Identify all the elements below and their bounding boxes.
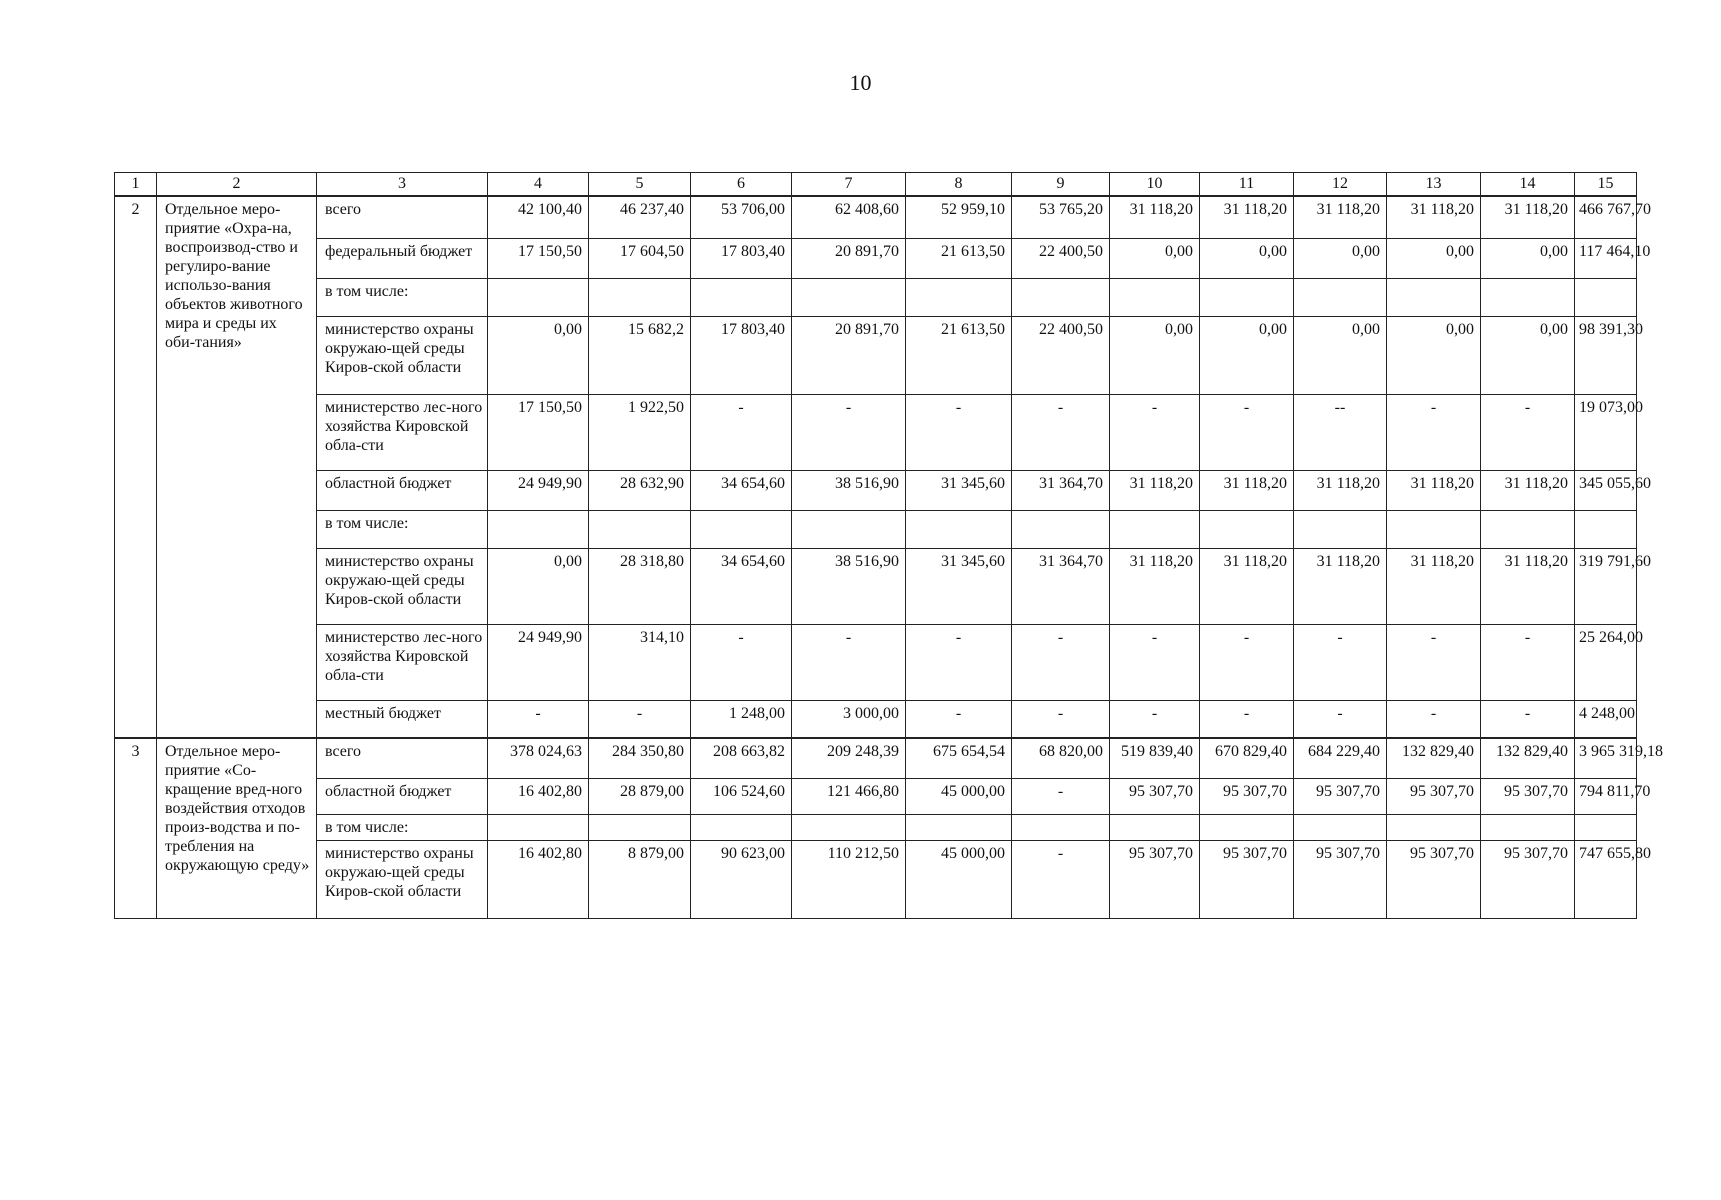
value-cell: - [906, 700, 1012, 738]
value-cell: - [792, 394, 906, 470]
column-number: 8 [906, 173, 1012, 197]
value-cell: 21 613,50 [906, 316, 1012, 394]
value-cell: 68 820,00 [1012, 738, 1110, 778]
total-cell: 319 791,60 [1575, 548, 1637, 624]
funding-source: в том числе: [317, 814, 488, 840]
value-cell: 53 765,20 [1012, 196, 1110, 238]
table-row [115, 624, 1637, 700]
value-cell: 0,00 [488, 548, 589, 624]
value-cell: - [1012, 778, 1110, 814]
value-cell: 95 307,70 [1294, 840, 1387, 918]
column-number: 13 [1387, 173, 1481, 197]
funding-source: министерство охраны окружаю-щей среды Киров-ской области [317, 548, 488, 624]
funding-source: всего [317, 738, 488, 778]
funding-source: областной бюджет [317, 778, 488, 814]
value-cell: 1 922,50 [589, 394, 691, 470]
value-cell [1200, 510, 1294, 548]
table-row [115, 510, 1637, 548]
funding-source: министерство охраны окружаю-щей среды Киров-ской области [317, 840, 488, 918]
value-cell: 46 237,40 [589, 196, 691, 238]
value-cell: 8 879,00 [589, 840, 691, 918]
value-cell [906, 510, 1012, 548]
funding-source: в том числе: [317, 278, 488, 316]
value-cell: - [1481, 394, 1575, 470]
value-cell [691, 814, 792, 840]
value-cell: 31 118,20 [1200, 470, 1294, 510]
total-cell: 3 965 319,18 [1575, 738, 1637, 778]
table-row [115, 196, 1637, 238]
value-cell [589, 278, 691, 316]
funding-source: областной бюджет [317, 470, 488, 510]
value-cell: 132 829,40 [1387, 738, 1481, 778]
value-cell: - [906, 394, 1012, 470]
value-cell [1387, 814, 1481, 840]
value-cell: 17 150,50 [488, 394, 589, 470]
value-cell: 1 248,00 [691, 700, 792, 738]
value-cell: 31 118,20 [1481, 548, 1575, 624]
value-cell: 22 400,50 [1012, 316, 1110, 394]
funding-source: всего [317, 196, 488, 238]
value-cell [1294, 814, 1387, 840]
column-number: 1 [115, 173, 157, 197]
column-number: 14 [1481, 173, 1575, 197]
table-row [115, 278, 1637, 316]
value-cell: 31 118,20 [1200, 196, 1294, 238]
value-cell: - [488, 700, 589, 738]
value-cell: - [1012, 394, 1110, 470]
value-cell [1387, 510, 1481, 548]
value-cell: 17 803,40 [691, 316, 792, 394]
value-cell [1294, 278, 1387, 316]
value-cell: 20 891,70 [792, 238, 906, 278]
value-cell: 31 118,20 [1294, 196, 1387, 238]
funding-source: федеральный бюджет [317, 238, 488, 278]
value-cell: 209 248,39 [792, 738, 906, 778]
table-row [115, 316, 1637, 394]
value-cell: 684 229,40 [1294, 738, 1387, 778]
total-cell: 4 248,00 [1575, 700, 1637, 738]
value-cell: 0,00 [1294, 238, 1387, 278]
value-cell: 314,10 [589, 624, 691, 700]
value-cell: 378 024,63 [488, 738, 589, 778]
value-cell: 31 118,20 [1200, 548, 1294, 624]
value-cell: 0,00 [1200, 316, 1294, 394]
value-cell: - [1481, 624, 1575, 700]
total-cell: 117 464,10 [1575, 238, 1637, 278]
value-cell: 31 345,60 [906, 548, 1012, 624]
total-cell: 19 073,00 [1575, 394, 1637, 470]
value-cell: 95 307,70 [1387, 778, 1481, 814]
value-cell [1012, 278, 1110, 316]
value-cell: 121 466,80 [792, 778, 906, 814]
value-cell: - [1294, 624, 1387, 700]
total-cell: 98 391,30 [1575, 316, 1637, 394]
value-cell: 21 613,50 [906, 238, 1012, 278]
column-number: 9 [1012, 173, 1110, 197]
value-cell: 90 623,00 [691, 840, 792, 918]
page-number: 10 [849, 70, 872, 95]
value-cell: 31 118,20 [1110, 196, 1200, 238]
value-cell: - [691, 394, 792, 470]
value-cell: 31 364,70 [1012, 470, 1110, 510]
value-cell: - [589, 700, 691, 738]
value-cell [1200, 278, 1294, 316]
value-cell [691, 510, 792, 548]
value-cell [1012, 814, 1110, 840]
value-cell: 38 516,90 [792, 548, 906, 624]
value-cell: 31 118,20 [1110, 470, 1200, 510]
value-cell: 42 100,40 [488, 196, 589, 238]
total-cell [1575, 278, 1637, 316]
value-cell: - [1110, 394, 1200, 470]
measure-name: Отдельное меро-приятие «Охра-на, воспроизвод-ство и регулиро-вание использо-вания объектов животного мира и среды их оби-тания» [157, 196, 317, 738]
column-number: 7 [792, 173, 906, 197]
column-number: 5 [589, 173, 691, 197]
value-cell: - [1387, 394, 1481, 470]
value-cell: 0,00 [1110, 238, 1200, 278]
value-cell: 53 706,00 [691, 196, 792, 238]
value-cell: - [1200, 394, 1294, 470]
value-cell: 31 118,20 [1387, 470, 1481, 510]
value-cell: 0,00 [1200, 238, 1294, 278]
value-cell: 95 307,70 [1387, 840, 1481, 918]
funding-source: министерство охраны окружаю-щей среды Киров-ской области [317, 316, 488, 394]
column-number: 2 [157, 173, 317, 197]
value-cell: 31 118,20 [1294, 548, 1387, 624]
total-cell: 747 655,80 [1575, 840, 1637, 918]
column-number: 10 [1110, 173, 1200, 197]
column-number: 4 [488, 173, 589, 197]
column-number: 11 [1200, 173, 1294, 197]
table-row [115, 238, 1637, 278]
value-cell: 31 345,60 [906, 470, 1012, 510]
table-row [115, 738, 1637, 778]
value-cell: 0,00 [1481, 316, 1575, 394]
value-cell: - [1387, 700, 1481, 738]
value-cell [1200, 814, 1294, 840]
value-cell: 17 150,50 [488, 238, 589, 278]
value-cell: 675 654,54 [906, 738, 1012, 778]
value-cell: - [1200, 624, 1294, 700]
measure-number: 2 [115, 196, 157, 738]
value-cell: - [1200, 700, 1294, 738]
value-cell: - [1110, 624, 1200, 700]
value-cell: 17 803,40 [691, 238, 792, 278]
value-cell: 16 402,80 [488, 840, 589, 918]
value-cell [906, 814, 1012, 840]
column-number: 15 [1575, 173, 1637, 197]
value-cell [1481, 814, 1575, 840]
measure-name: Отдельное меро-приятие «Со-кращение вред-ного воздействия отходов произ-водства и по-требления на окружающую среду» [157, 738, 317, 918]
value-cell: - [1012, 700, 1110, 738]
table-row [115, 394, 1637, 470]
value-cell: - [792, 624, 906, 700]
column-number: 3 [317, 173, 488, 197]
value-cell [1294, 510, 1387, 548]
value-cell: 45 000,00 [906, 778, 1012, 814]
value-cell [589, 510, 691, 548]
value-cell: 95 307,70 [1110, 778, 1200, 814]
table-row [115, 700, 1637, 738]
value-cell: - [906, 624, 1012, 700]
value-cell [488, 278, 589, 316]
value-cell: - [1294, 700, 1387, 738]
value-cell [1110, 278, 1200, 316]
value-cell: 0,00 [1387, 316, 1481, 394]
value-cell [792, 510, 906, 548]
value-cell [792, 814, 906, 840]
total-cell [1575, 510, 1637, 548]
value-cell: 208 663,82 [691, 738, 792, 778]
value-cell: 519 839,40 [1110, 738, 1200, 778]
value-cell [1387, 278, 1481, 316]
value-cell: 31 118,20 [1110, 548, 1200, 624]
value-cell: 0,00 [1294, 316, 1387, 394]
value-cell: 31 118,20 [1387, 548, 1481, 624]
value-cell: 0,00 [488, 316, 589, 394]
value-cell: 0,00 [1387, 238, 1481, 278]
table-row [115, 778, 1637, 814]
value-cell: 20 891,70 [792, 316, 906, 394]
value-cell: 95 307,70 [1294, 778, 1387, 814]
value-cell [1012, 510, 1110, 548]
value-cell: 31 118,20 [1481, 196, 1575, 238]
budget-table [114, 172, 1663, 919]
value-cell [488, 814, 589, 840]
value-cell: - [1012, 840, 1110, 918]
value-cell: 17 604,50 [589, 238, 691, 278]
value-cell: 0,00 [1110, 316, 1200, 394]
measure-number: 3 [115, 738, 157, 918]
value-cell: 28 318,80 [589, 548, 691, 624]
value-cell: 28 879,00 [589, 778, 691, 814]
funding-source: министерство лес-ного хозяйства Кировской обла-сти [317, 624, 488, 700]
value-cell: 24 949,90 [488, 624, 589, 700]
value-cell: -- [1294, 394, 1387, 470]
column-number: 6 [691, 173, 792, 197]
value-cell: 0,00 [1481, 238, 1575, 278]
value-cell: 31 118,20 [1481, 470, 1575, 510]
value-cell: - [1387, 624, 1481, 700]
value-cell: 670 829,40 [1200, 738, 1294, 778]
value-cell: 62 408,60 [792, 196, 906, 238]
value-cell: 22 400,50 [1012, 238, 1110, 278]
value-cell [1110, 814, 1200, 840]
value-cell: 34 654,60 [691, 470, 792, 510]
value-cell: 95 307,70 [1200, 778, 1294, 814]
value-cell: 31 118,20 [1387, 196, 1481, 238]
value-cell: 110 212,50 [792, 840, 906, 918]
value-cell [1481, 510, 1575, 548]
value-cell: 132 829,40 [1481, 738, 1575, 778]
value-cell: 16 402,80 [488, 778, 589, 814]
total-cell: 345 055,60 [1575, 470, 1637, 510]
value-cell: 95 307,70 [1200, 840, 1294, 918]
total-cell [1575, 814, 1637, 840]
header-row [115, 173, 1637, 197]
table-row [115, 814, 1637, 840]
value-cell: 31 118,20 [1294, 470, 1387, 510]
table-row [115, 548, 1637, 624]
funding-source: в том числе: [317, 510, 488, 548]
value-cell: 24 949,90 [488, 470, 589, 510]
value-cell [589, 814, 691, 840]
value-cell: 38 516,90 [792, 470, 906, 510]
total-cell: 466 767,70 [1575, 196, 1637, 238]
total-cell: 794 811,70 [1575, 778, 1637, 814]
value-cell: 95 307,70 [1481, 840, 1575, 918]
value-cell [1110, 510, 1200, 548]
funding-source: министерство лес-ного хозяйства Кировской обла-сти [317, 394, 488, 470]
total-cell: 25 264,00 [1575, 624, 1637, 700]
value-cell: 3 000,00 [792, 700, 906, 738]
value-cell: 95 307,70 [1481, 778, 1575, 814]
value-cell [1481, 278, 1575, 316]
funding-source: местный бюджет [317, 700, 488, 738]
value-cell: 95 307,70 [1110, 840, 1200, 918]
value-cell [488, 510, 589, 548]
value-cell: 45 000,00 [906, 840, 1012, 918]
value-cell: 284 350,80 [589, 738, 691, 778]
value-cell [906, 278, 1012, 316]
value-cell: - [691, 624, 792, 700]
table-row [115, 470, 1637, 510]
value-cell: 34 654,60 [691, 548, 792, 624]
table-row [115, 840, 1637, 918]
value-cell: 106 524,60 [691, 778, 792, 814]
value-cell [792, 278, 906, 316]
column-number: 12 [1294, 173, 1387, 197]
value-cell [691, 278, 792, 316]
value-cell: 28 632,90 [589, 470, 691, 510]
value-cell: 52 959,10 [906, 196, 1012, 238]
value-cell: 31 364,70 [1012, 548, 1110, 624]
value-cell: - [1110, 700, 1200, 738]
value-cell: - [1012, 624, 1110, 700]
value-cell: 15 682,2 [589, 316, 691, 394]
value-cell: - [1481, 700, 1575, 738]
